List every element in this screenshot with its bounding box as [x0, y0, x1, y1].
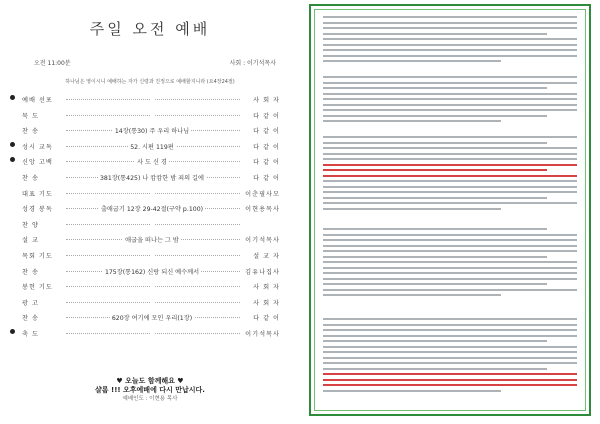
order-row: [8, 154, 280, 170]
order-person: 김유나집사: [240, 267, 280, 276]
order-person: 사 회 자: [240, 282, 280, 291]
text-line: [323, 55, 577, 57]
order-person: 다 같 이: [240, 157, 280, 166]
text-line: [323, 379, 577, 381]
text-line: [323, 82, 577, 84]
order-content: [150, 251, 154, 258]
text-line: [323, 197, 547, 199]
order-content: 사 도 신 경: [137, 159, 167, 167]
text-line: [323, 278, 577, 280]
order-label: 묵 도: [22, 112, 39, 120]
order-person: 사 회 자: [240, 298, 280, 307]
order-row: [8, 295, 280, 311]
text-line: [323, 283, 547, 285]
order-row: [8, 310, 280, 326]
order-content-wrap: [70, 267, 234, 276]
order-person: 다 같 이: [240, 173, 280, 182]
service-officiant: 사회 : 이기석목사: [229, 60, 276, 67]
order-content-wrap: [70, 126, 234, 135]
order-row: [8, 201, 280, 217]
bullet-mark-icon: [10, 95, 15, 100]
text-line: [323, 346, 577, 348]
order-row: [8, 248, 280, 264]
order-content-wrap: [70, 111, 234, 118]
text-line: [323, 267, 577, 269]
order-content-wrap: [70, 95, 234, 102]
order-content-wrap: [70, 173, 234, 182]
order-content: [150, 329, 154, 336]
sermon-paragraph: [323, 76, 577, 126]
order-person: 설 교 자: [240, 251, 280, 260]
order-content: [150, 95, 154, 102]
closing-block: [0, 377, 300, 404]
order-row: [8, 326, 280, 342]
order-content: 52. 시편 119편: [130, 143, 174, 151]
order-content-wrap: [70, 189, 234, 196]
text-line: [323, 186, 577, 188]
order-content-wrap: [70, 329, 234, 336]
text-line: [323, 49, 577, 51]
text-line: [323, 318, 577, 320]
closing-line-3: 예배인도 : 이현용 목사: [122, 396, 178, 402]
text-line: [323, 109, 577, 111]
order-list: [8, 92, 280, 342]
text-line: [323, 362, 577, 364]
order-row: [8, 232, 280, 248]
order-content: 381장(통425) 나 캄캄한 밤 죄의 길에: [99, 174, 205, 182]
text-line: [323, 164, 577, 166]
bullet-mark-icon: [10, 329, 15, 334]
order-content: [150, 220, 154, 227]
service-meta: [34, 58, 284, 67]
text-line: [323, 245, 577, 247]
order-label: 찬 양: [22, 221, 39, 229]
order-row: [8, 279, 280, 295]
order-label: 목회 기도: [22, 252, 53, 260]
order-row: [8, 217, 280, 233]
text-line: [323, 136, 577, 138]
text-line: [323, 234, 577, 236]
text-line: [323, 93, 577, 95]
text-line: [323, 239, 577, 241]
order-label: 찬 송: [22, 268, 39, 276]
text-line: [323, 169, 547, 171]
order-label: 찬 송: [22, 174, 39, 182]
bullet-mark-icon: [10, 142, 15, 147]
text-line: [323, 324, 577, 326]
text-line: [323, 384, 577, 386]
text-line: [323, 294, 501, 296]
order-content: 출애굽기 12장 29-42절(구약 p.100): [100, 206, 204, 214]
order-person: 다 같 이: [240, 111, 280, 120]
text-line: [323, 104, 577, 106]
sermon-paragraph: [323, 228, 577, 300]
order-row: [8, 264, 280, 280]
order-person: 이현용목사: [240, 204, 280, 213]
sermon-paragraph: [323, 318, 577, 395]
bullet-mark-icon: [10, 157, 15, 162]
order-label: 축 도: [22, 330, 39, 338]
text-line: [323, 340, 547, 342]
order-content-wrap: [70, 204, 234, 213]
service-title: 주일 오전 예배: [89, 20, 211, 38]
text-line: [323, 208, 501, 210]
order-content: 175장(통162) 신랑 되신 예수께서: [104, 268, 200, 276]
order-person: 다 같 이: [240, 142, 280, 151]
order-row: [8, 123, 280, 139]
order-content-wrap: [70, 157, 234, 166]
order-row: [8, 108, 280, 124]
order-label: 찬 송: [22, 128, 39, 136]
text-line: [323, 142, 547, 144]
order-row: [8, 92, 280, 108]
text-line: [323, 27, 577, 29]
order-person: 다 같 이: [240, 126, 280, 135]
text-line: [323, 115, 547, 117]
text-line: [323, 191, 577, 193]
order-content-wrap: [70, 282, 234, 289]
text-line: [323, 256, 547, 258]
order-label: 광 고: [22, 299, 39, 307]
text-line: [323, 153, 577, 155]
text-line: [323, 335, 577, 337]
text-line: [323, 272, 577, 274]
text-line: [323, 38, 577, 40]
order-label: 대표 기도: [22, 190, 53, 198]
text-line: [323, 16, 577, 18]
order-person: 이기석목사: [240, 235, 280, 244]
order-content-wrap: [70, 251, 234, 258]
order-row: [8, 170, 280, 186]
order-person: 사 회 자: [240, 95, 280, 104]
order-label: 봉헌 기도: [22, 284, 53, 292]
order-label: 찬 송: [22, 315, 39, 323]
order-content: [150, 111, 154, 118]
order-content: [150, 282, 154, 289]
order-label: 성시 교독: [22, 143, 53, 151]
text-line: [323, 228, 547, 230]
text-line: [323, 87, 547, 89]
order-row: [8, 186, 280, 202]
text-line: [323, 357, 577, 359]
closing-line-1: ♥ 오늘도 함께해요 ♥: [116, 377, 184, 385]
text-line: [323, 368, 547, 370]
text-line: [323, 60, 501, 62]
order-label: 예배 선포: [22, 97, 53, 104]
order-content: [150, 298, 154, 305]
sermon-paragraph: [323, 16, 577, 66]
text-line: [323, 329, 577, 331]
text-line: [323, 180, 577, 182]
text-line: [323, 44, 577, 46]
text-line: [323, 373, 577, 375]
order-person: 다 같 이: [240, 313, 280, 322]
order-content-wrap: [70, 313, 234, 322]
order-content-wrap: [70, 298, 234, 305]
service-time: 오전 11:00분: [34, 60, 71, 67]
order-content: 애굽을 떠나는 그 밤: [125, 237, 179, 245]
text-line: [323, 202, 577, 204]
order-label: 신앙 고백: [22, 159, 53, 167]
order-content-wrap: [70, 142, 234, 151]
order-content: 14장(통30) 주 우리 하나님: [114, 128, 190, 136]
order-content: [150, 189, 154, 196]
text-line: [323, 22, 577, 24]
text-line: [323, 33, 547, 35]
text-line: [323, 250, 577, 252]
order-label: 성경 봉독: [22, 206, 53, 214]
sermon-inner-frame: [314, 9, 586, 411]
order-content: 620장 여기에 모인 우리(1장): [111, 315, 193, 323]
sermon-text-page: [309, 4, 591, 416]
text-line: [323, 120, 501, 122]
order-row: [8, 139, 280, 155]
order-label: 설 교: [22, 237, 39, 245]
sermon-paragraph: [323, 136, 577, 213]
order-person: 이기석목사: [240, 329, 280, 338]
text-line: [323, 147, 577, 149]
scripture-subtitle: 하나님은 영이시니 예배하는 자가 신령과 진정으로 예배할지니라 (요4장24절): [65, 79, 235, 85]
text-line: [323, 98, 577, 100]
order-content-wrap: [70, 235, 234, 244]
text-line: [323, 76, 577, 78]
text-line: [323, 390, 501, 392]
order-person: 이춘필사모: [240, 189, 280, 198]
text-line: [323, 289, 577, 291]
closing-line-2: 샬롬 !!! 오후예배에 다시 만납시다.: [95, 386, 205, 394]
text-line: [323, 261, 577, 263]
text-line: [323, 175, 577, 177]
order-content-wrap: [70, 220, 234, 227]
text-line: [323, 351, 577, 353]
text-line: [323, 158, 577, 160]
